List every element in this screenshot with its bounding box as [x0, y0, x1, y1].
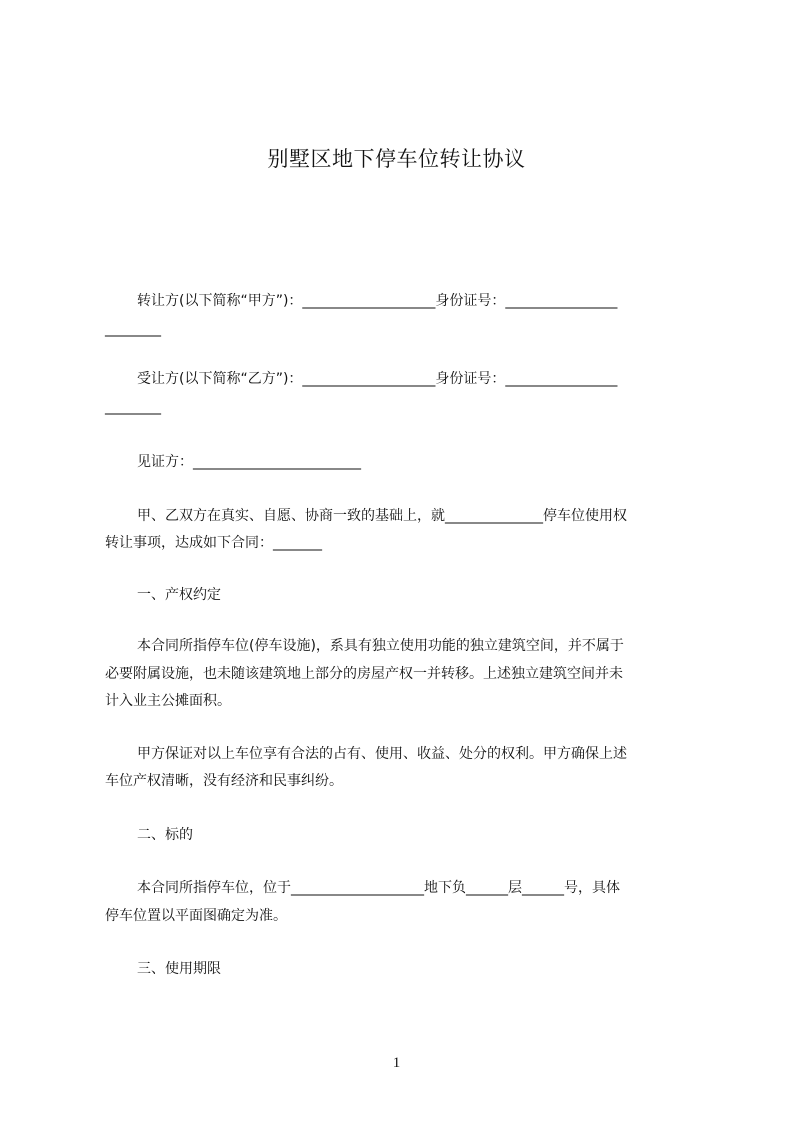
section-1-para-2-line-1: 甲方保证对以上车位享有合法的占有、使用、收益、处分的权利。甲方确保上述 [137, 746, 627, 762]
transferor-line: 转让方(以下简称“甲方”)：___________________身份证号：________________ [137, 293, 618, 309]
preamble-line-2: 转让事项，达成如下合同：_______ [105, 535, 322, 551]
page-number: 1 [392, 1055, 401, 1071]
section-1-heading: 一、产权约定 [137, 587, 221, 603]
section-2-para-line-1: 本合同所指停车位，位于___________________地下负______层______号，具体 [137, 880, 620, 896]
transferor-line-continued: ________ [105, 321, 161, 337]
transferee-line: 受让方(以下简称“乙方”)：___________________身份证号：________________ [137, 371, 618, 387]
document-title: 别墅区地下停车位转让协议 [267, 147, 526, 171]
section-1-para-1-line-3: 计入业主公摊面积。 [105, 693, 231, 709]
section-1-para-2-line-2: 车位产权清晰，没有经济和民事纠纷。 [105, 773, 343, 789]
transferee-line-continued: ________ [105, 399, 161, 415]
section-1-para-1-line-2: 必要附属设施，也未随该建筑地上部分的房屋产权一并转移。上述独立建筑空间并未 [105, 666, 623, 682]
section-2-para-line-2: 停车位置以平面图确定为准。 [105, 908, 287, 924]
section-2-heading: 二、标的 [137, 827, 193, 843]
section-3-heading: 三、使用期限 [137, 961, 221, 977]
preamble-line-1: 甲、乙双方在真实、自愿、协商一致的基础上，就______________停车位使用权 [137, 508, 627, 524]
witness-line: 见证方：________________________ [137, 454, 361, 470]
section-1-para-1-line-1: 本合同所指停车位(停车设施)，系具有独立使用功能的独立建筑空间，并不属于 [137, 638, 624, 654]
